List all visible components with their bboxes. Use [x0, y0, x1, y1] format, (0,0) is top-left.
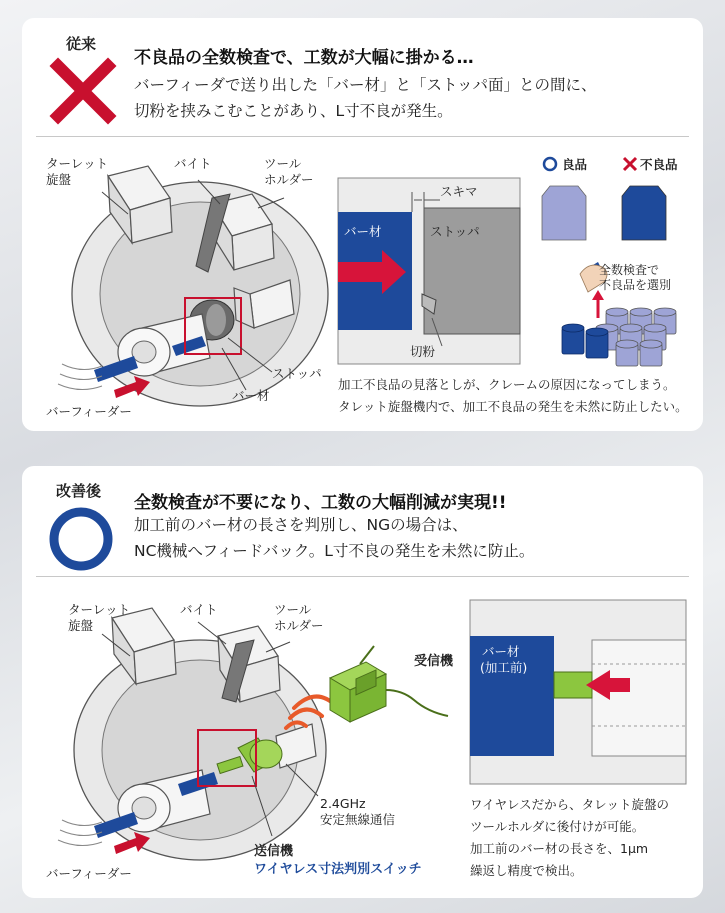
label-feeder: バーフィーダー — [46, 404, 132, 419]
label-wireless-2: 安定無線通信 — [320, 812, 396, 827]
label-holder-2: ホルダー — [264, 172, 314, 187]
before-tag: 従来 — [66, 35, 97, 53]
label-turret-2: 旋盤 — [68, 618, 94, 633]
before-note-line-2: タレット旋盤機内で、加工不良品の発生を未然に防止したい。 — [338, 399, 688, 414]
label-bar: バー材 — [232, 388, 270, 403]
length-detect-diagram — [470, 600, 686, 784]
label-receiver: 受信機 — [414, 654, 454, 669]
label-turret-1: ターレット — [46, 156, 109, 171]
after-note-line-2: ツールホルダに後付けが可能。 — [470, 819, 645, 834]
label-turret-2: 旋盤 — [46, 172, 72, 187]
before-note-line-1: 加工不良品の見落としが、クレームの原因になってしまう。 — [338, 377, 676, 392]
before-desc-line-1: バーフィーダで送り出した「バー材」と「ストッパ面」との間に、 — [134, 76, 597, 94]
label-bite: バイト — [174, 156, 212, 171]
after-desc-line-1: 加工前のバー材の長さを判別し、NGの場合は、 — [134, 516, 468, 534]
label-holder-2: ホルダー — [274, 618, 324, 633]
inspect-label-2: 不良品を選別 — [599, 278, 672, 292]
detail-bar-2: (加工前) — [480, 660, 528, 675]
legend-bad: 不良品 — [640, 157, 678, 172]
detail-bar-1: バー材 — [482, 644, 520, 659]
before-desc-line-2: 切粉を挟みこむことがあり、L寸不良が発生。 — [134, 102, 453, 120]
label-product: ワイヤレス寸法判別スイッチ — [254, 862, 422, 877]
detail-skima: スキマ — [440, 184, 478, 199]
after-heading: 全数検査が不要になり、工数の大幅削減が実現!! — [134, 493, 507, 513]
inspect-label-1: 全数検査で — [599, 263, 660, 277]
detail-stopper: ストッパ — [430, 224, 480, 239]
after-panel — [22, 466, 703, 898]
detail-chips: 切粉 — [410, 344, 436, 359]
label-holder-1: ツール — [274, 602, 312, 617]
label-turret-1: ターレット — [68, 602, 131, 617]
after-note-line-3: 加工前のバー材の長さを、1μm — [470, 841, 649, 856]
bad-cross-icon — [622, 156, 638, 172]
label-wireless-1: 2.4GHz — [320, 796, 366, 811]
before-panel — [22, 18, 703, 431]
after-desc-line-2: NC機械へフィードバック。L寸不良の発生を未然に防止。 — [134, 542, 535, 560]
after-note-line-4: 繰返し精度で検出。 — [470, 863, 583, 878]
before-heading: 不良品の全数検査で、工数が大幅に掛かる… — [134, 48, 474, 68]
after-note-line-1: ワイヤレスだから、タレット旋盤の — [470, 797, 670, 812]
lathe-diagram-improved — [22, 466, 352, 898]
label-feeder: バーフィーダー — [46, 866, 132, 881]
detail-bar: バー材 — [344, 224, 382, 239]
good-circle-icon — [542, 156, 558, 172]
label-holder-1: ツール — [264, 156, 302, 171]
after-tag: 改善後 — [56, 482, 102, 500]
label-bite: バイト — [180, 602, 218, 617]
gap-detail-diagram — [338, 178, 520, 364]
label-stopper: ストッパ — [272, 366, 322, 381]
label-transmitter: 送信機 — [254, 844, 294, 859]
legend-good: 良品 — [562, 157, 588, 172]
